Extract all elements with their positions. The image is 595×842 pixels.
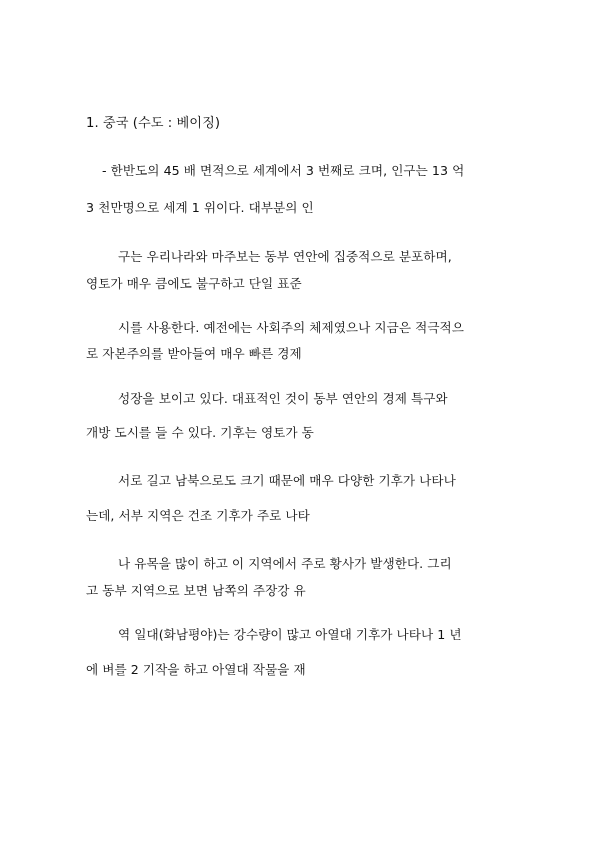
body-line: 역 일대(화남평야)는 강수량이 많고 아열대 기후가 나타나 1 년 — [118, 627, 462, 642]
body-line: - 한반도의 45 배 면적으로 세계에서 3 번째로 크며, 인구는 13 억 — [102, 163, 465, 178]
body-line: 개방 도시를 들 수 있다. 기후는 영토가 동 — [86, 425, 314, 440]
body-line: 3 천만명으로 세계 1 위이다. 대부분의 인 — [86, 200, 314, 215]
body-line: 영토가 매우 큼에도 불구하고 단일 표준 — [86, 276, 302, 291]
body-line: 구는 우리나라와 마주보는 동부 연안에 집중적으로 분포하며, — [118, 249, 452, 264]
body-line: 시를 사용한다. 예전에는 사회주의 체제였으나 지금은 적극적으 — [118, 320, 464, 335]
body-line: 에 벼를 2 기작을 하고 아열대 작물을 재 — [86, 662, 306, 677]
body-line: 서로 길고 남북으로도 크기 때문에 매우 다양한 기후가 나타나 — [118, 473, 456, 488]
body-line: 나 유목을 많이 하고 이 지역에서 주로 황사가 발생한다. 그리 — [118, 556, 452, 571]
body-line: 는데, 서부 지역은 건조 기후가 주로 나타 — [86, 508, 310, 523]
body-line: 로 자본주의를 받아들여 매우 빠른 경제 — [86, 346, 302, 361]
body-line: 성장을 보이고 있다. 대표적인 것이 동부 연안의 경제 특구와 — [118, 391, 448, 406]
body-line: 고 동부 지역으로 보면 남쪽의 주장강 유 — [86, 583, 306, 598]
section-heading: 1. 중국 (수도 : 베이징) — [86, 116, 221, 131]
